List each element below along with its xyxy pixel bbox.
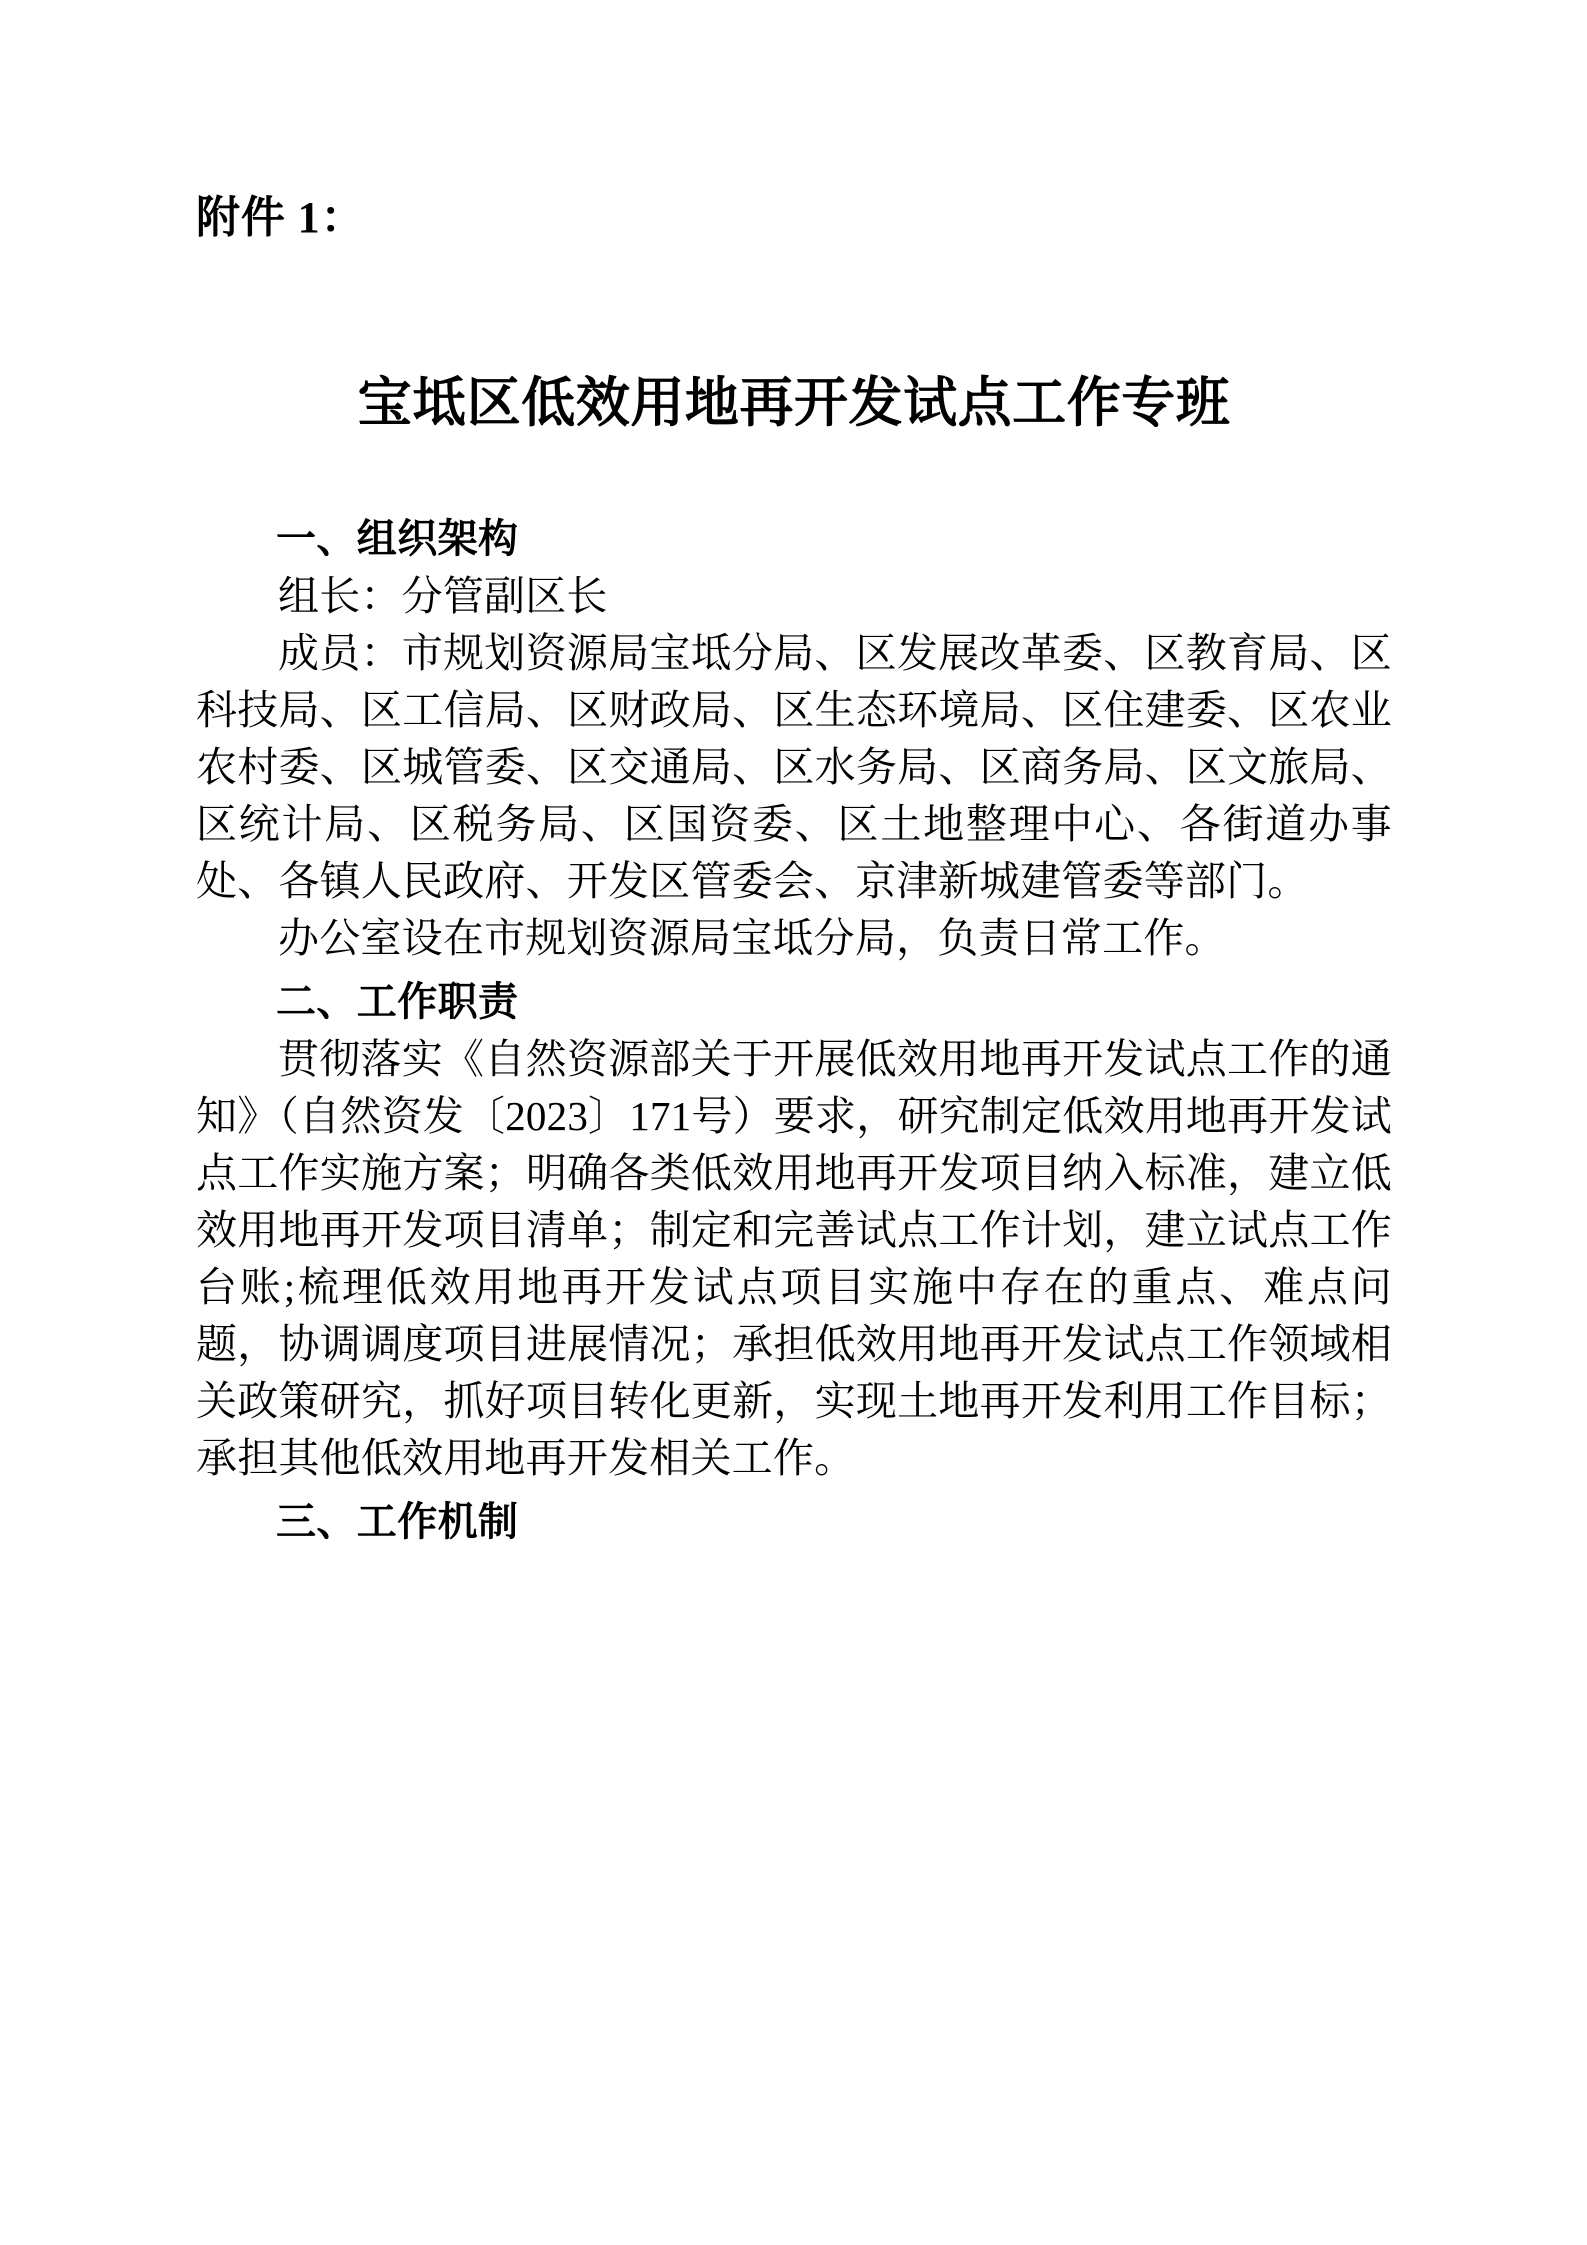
section-heading-duties: 二、工作职责 bbox=[276, 980, 519, 1024]
document-body bbox=[196, 512, 1392, 1549]
paragraph-office: 办公室设在市规划资源局宝坻分局，负责日常工作。 bbox=[278, 915, 1226, 961]
attachment-label: 附件 1： bbox=[196, 193, 366, 242]
section-heading-organization: 一、组织架构 bbox=[276, 517, 519, 561]
page-title: 宝坻区低效用地再开发试点工作专班 bbox=[357, 373, 1231, 433]
paragraph-leader: 组长：分管副区长 bbox=[278, 573, 608, 619]
paragraph-members: 成员：市规划资源局宝坻分局、区发展改革委、区教育局、区科技局、区工信局、区财政局、区生态环境局、区住建委、区农业农村委、区城管委、区交通局、区水务局、区商务局、区文旅局、区统计局、区税务局、区国资委、区土地整理中心、各街道办事处、各镇人民政府、开发区管委会、京津新城建管委等部门。 bbox=[196, 630, 1392, 904]
paragraph-duties: 贯彻落实《自然资源部关于开展低效用地再开发试点工作的通知》（自然资发〔2023〕171号）要求，研究制定低效用地再开发试点工作实施方案；明确各类低效用地再开发项目纳入标准，建立低效用地再开发项目清单；制定和完善试点工作计划，建立试点工作台账;梳理低效用地再开发试点项目实施中存在的重点、难点问题，协调调度项目进展情况；承担低效用地再开发试点工作领域相关政策研究，抓好项目转化更新，实现土地再开发利用工作目标；承担其他低效用地再开发相关工作。 bbox=[196, 1036, 1392, 1481]
section-heading-mechanism: 三、工作机制 bbox=[276, 1500, 519, 1544]
